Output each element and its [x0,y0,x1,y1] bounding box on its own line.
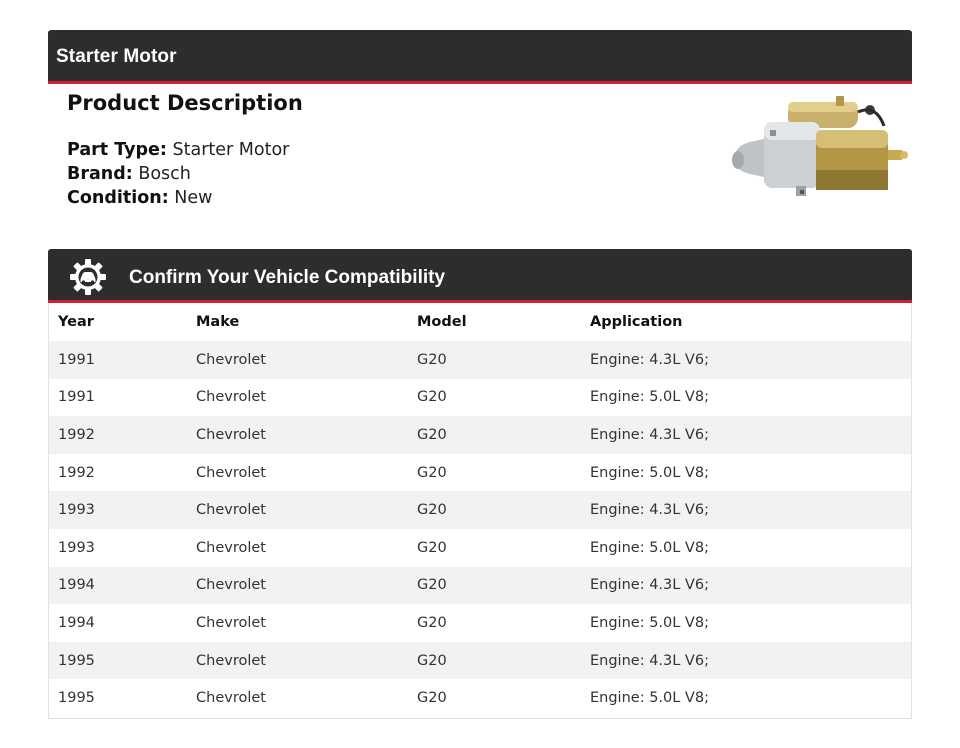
column-header-model: Model [417,314,467,330]
year-cell: 1993 [58,502,95,519]
model-cell: G20 [417,389,447,406]
table-row [49,341,911,379]
application-cell: Engine: 4.3L V6; [590,426,709,443]
model-cell: G20 [417,652,447,669]
year-cell: 1992 [58,464,95,481]
application-cell: Engine: 5.0L V8; [590,539,709,556]
application-cell: Engine: 5.0L V8; [590,389,709,406]
table-row [49,491,911,529]
application-cell: Engine: 5.0L V8; [590,614,709,631]
make-cell: Chevrolet [196,539,266,556]
model-cell: G20 [417,426,447,443]
spec-label: Part Type: [67,140,167,160]
application-cell: Engine: 5.0L V8; [590,464,709,481]
table-row [49,642,911,680]
description-heading: Product Description [67,91,303,115]
model-cell: G20 [417,351,447,368]
spec-label: Condition: [67,188,169,208]
compat-header-bar [48,249,912,303]
spec-value: Starter Motor [172,140,290,160]
column-header-year: Year [58,314,94,330]
make-cell: Chevrolet [196,577,266,594]
table-row [49,604,911,642]
spec-brand [67,164,191,184]
model-cell: G20 [417,502,447,519]
application-cell: Engine: 4.3L V6; [590,502,709,519]
spec-part-type [67,140,289,160]
product-header-bar [48,30,912,84]
spec-condition [67,188,212,208]
column-header-application: Application [590,314,683,330]
table-row [49,567,911,605]
spec-label: Brand: [67,164,133,184]
make-cell: Chevrolet [196,389,266,406]
year-cell: 1994 [58,614,95,631]
year-cell: 1993 [58,539,95,556]
column-header-make: Make [196,314,240,330]
year-cell: 1992 [58,426,95,443]
model-cell: G20 [417,577,447,594]
make-cell: Chevrolet [196,351,266,368]
year-cell: 1991 [58,389,95,406]
table-row [49,416,911,454]
make-cell: Chevrolet [196,464,266,481]
table-row [49,679,911,717]
model-cell: G20 [417,464,447,481]
starter-motor-image [730,90,910,202]
year-cell: 1991 [58,351,95,368]
application-cell: Engine: 4.3L V6; [590,577,709,594]
table-row [49,454,911,492]
year-cell: 1995 [58,652,95,669]
spec-value: Bosch [138,164,191,184]
application-cell: Engine: 4.3L V6; [590,652,709,669]
application-cell: Engine: 5.0L V8; [590,690,709,707]
product-description [48,84,912,224]
compat-title: Confirm Your Vehicle Compatibility [129,267,446,288]
application-cell: Engine: 4.3L V6; [590,351,709,368]
spec-value: New [174,188,213,208]
compatibility-table [48,303,912,719]
model-cell: G20 [417,690,447,707]
year-cell: 1994 [58,577,95,594]
gear-car-icon [68,257,108,297]
table-body [49,341,911,717]
table-header-row [49,303,911,341]
model-cell: G20 [417,539,447,556]
make-cell: Chevrolet [196,502,266,519]
model-cell: G20 [417,614,447,631]
table-row [49,529,911,567]
product-title: Starter Motor [56,46,177,67]
table-row [49,379,911,417]
year-cell: 1995 [58,690,95,707]
make-cell: Chevrolet [196,690,266,707]
make-cell: Chevrolet [196,614,266,631]
make-cell: Chevrolet [196,426,266,443]
make-cell: Chevrolet [196,652,266,669]
